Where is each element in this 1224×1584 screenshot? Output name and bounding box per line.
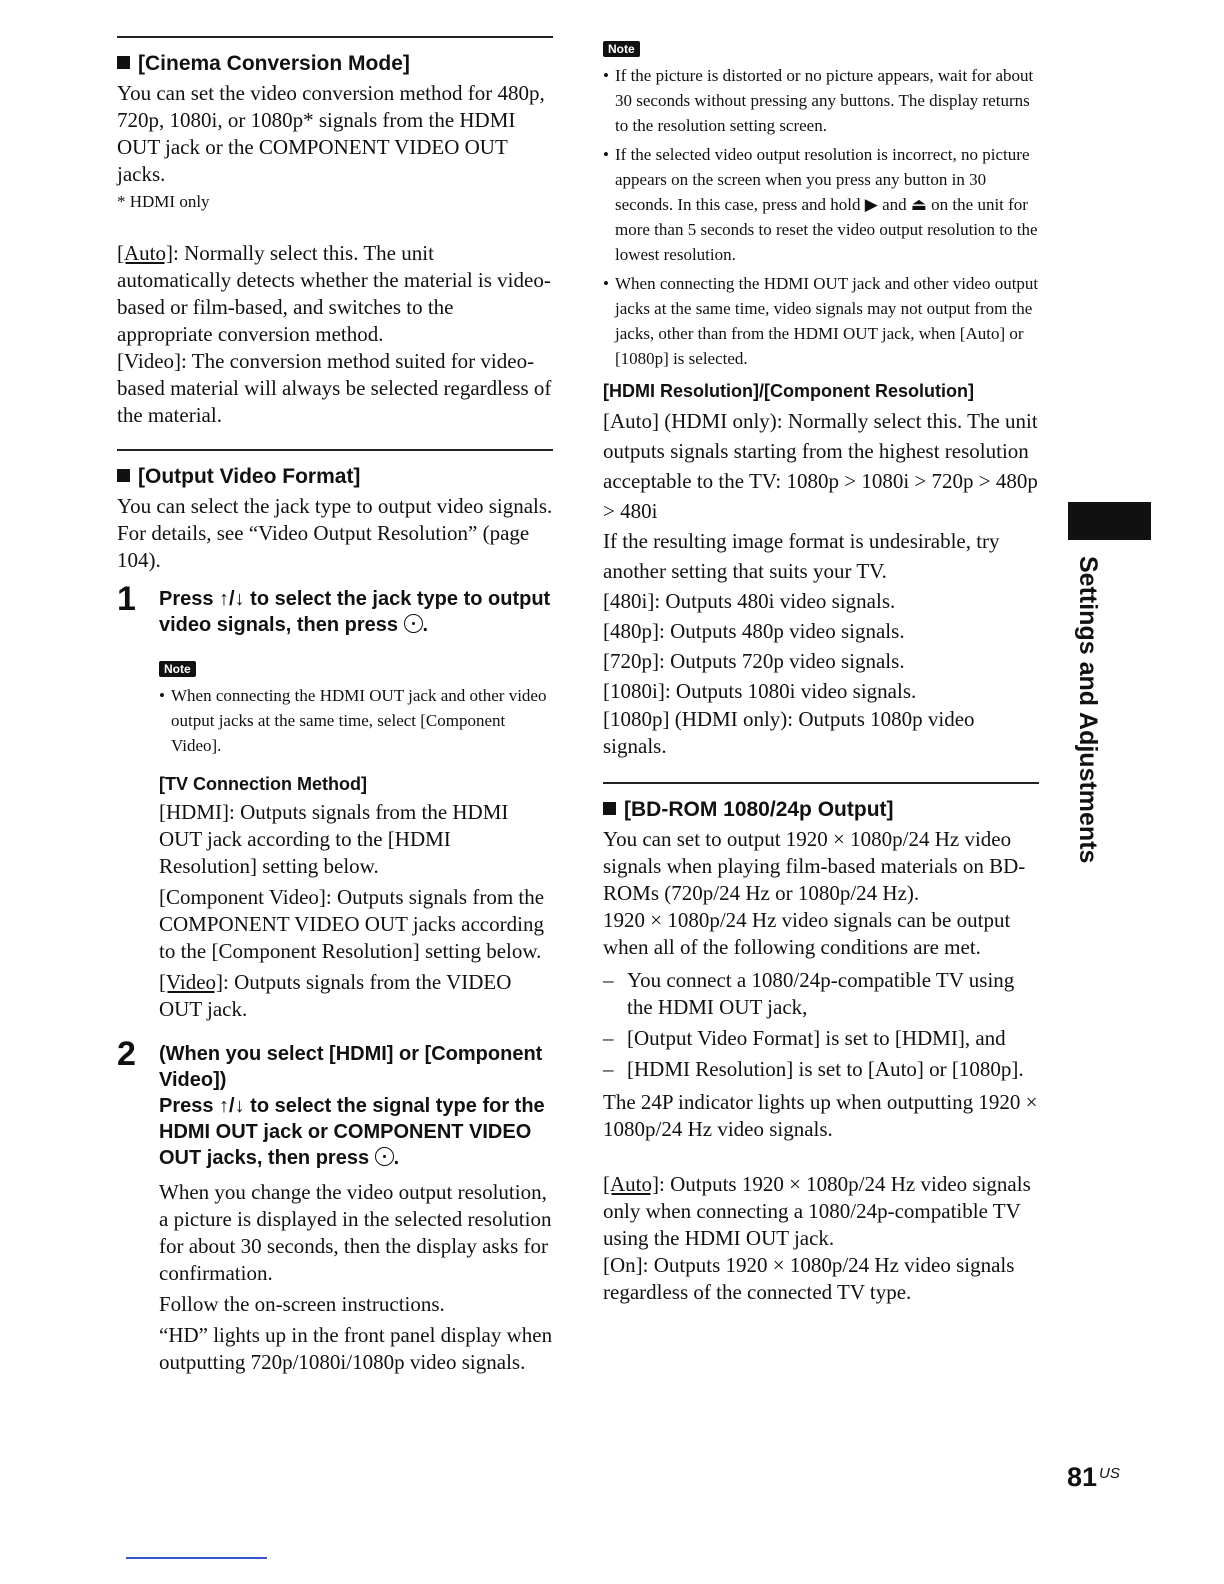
section-divider (117, 449, 553, 451)
section-divider (117, 36, 553, 38)
footer-line (126, 1557, 267, 1559)
step-1-text: Press ↑/↓ to select the jack type to output video signals, then press (159, 588, 551, 636)
note-list (603, 63, 1039, 371)
square-bullet-icon (117, 469, 130, 482)
auto-label: [Auto] (603, 1172, 659, 1196)
step-number: 2 (117, 1035, 136, 1073)
resolution-advice: If the resulting image format is undesirable, try another setting that suits your TV. (603, 529, 1000, 583)
resolution-720p: [720p]: Outputs 720p video signals. (603, 649, 905, 673)
resolution-1080p: [1080p] (HDMI only): Outputs 1080p video signals. (603, 707, 975, 758)
cinema-conversion-heading (117, 52, 553, 76)
condition-item: – [HDMI Resolution] is set to [Auto] or [1080p]. (603, 1056, 1039, 1083)
component-option: [Component Video]: Outputs signals from the COMPONENT VIDEO OUT jacks according to the [Component Resolution] setting below. (159, 885, 545, 963)
step-2-para-2: Follow the on-screen instructions. (159, 1292, 445, 1316)
condition-list (603, 967, 1039, 1083)
auto-label: [Auto] (117, 241, 173, 265)
resolution-auto: [Auto] (HDMI only): Normally select this. The unit outputs signals starting from the highest resolution acceptable to the TV: 1080p > 1080i > 720p > 480p > 480i (603, 409, 1038, 523)
side-section-label (1069, 556, 1109, 864)
bd-rom-output-heading (603, 798, 1039, 822)
cinema-heading-text: [Cinema Conversion Mode] (138, 52, 410, 75)
bd-body-1: You can set to output 1920 × 1080p/24 Hz video signals when playing film-based materials on BD-ROMs (720p/24 Hz or 1080p/24 Hz). (603, 827, 1026, 905)
condition-item: – [Output Video Format] is set to [HDMI], and (603, 1025, 1039, 1052)
note-list (159, 683, 553, 758)
tv-connection-method-heading: [TV Connection Method] (159, 774, 367, 794)
step-2-para-3: “HD” lights up in the front panel display when outputting 720p/1080i/1080p video signals. (159, 1323, 553, 1374)
step-2-condition: (When you select [HDMI] or [Component Video]) (159, 1043, 543, 1091)
cinema-video-option: [Video]: The conversion method suited for video-based material will always be selected regardless of the material. (117, 349, 552, 427)
cinema-body: You can set the video conversion method for 480p, 720p, 1080i, or 1080p* signals from the HDMI OUT jack or the COMPONENT VIDEO OUT jacks. (117, 81, 545, 186)
right-column (603, 40, 1039, 1306)
step-2-para-1: When you change the video output resolution, a picture is displayed in the selected resolution for about 30 seconds, then the display asks for confirmation. (159, 1180, 552, 1285)
page-number (1067, 1462, 1120, 1493)
bd-on-option: [On]: Outputs 1920 × 1080p/24 Hz video signals regardless of the connected TV type. (603, 1253, 1015, 1304)
video-option (159, 969, 553, 1023)
cinema-footnote: * HDMI only (117, 192, 210, 211)
note-item: • When connecting the HDMI OUT jack and other video output jacks at the same time, video signals may not output from the jacks, other than from the HDMI OUT jack, when [Auto] or [1080p] is selected. (603, 271, 1039, 371)
page-region-suffix: US (1099, 1465, 1120, 1482)
enter-button-icon (404, 614, 423, 633)
section-tab-marker (1068, 502, 1151, 540)
bd-heading-text: [BD-ROM 1080/24p Output] (624, 798, 894, 821)
video-label: [Video] (159, 970, 224, 994)
page-number-value: 81 (1067, 1462, 1098, 1492)
output-body: You can select the jack type to output video signals. For details, see “Video Output Resolution” (page 104). (117, 494, 553, 572)
note-badge: Note (159, 661, 196, 677)
enter-button-icon (375, 1147, 394, 1166)
note-item: • When connecting the HDMI OUT jack and other video output jacks at the same time, select [Component Video]. (159, 683, 553, 758)
output-heading-text: [Output Video Format] (138, 465, 361, 488)
video-text: : Outputs signals from the VIDEO OUT jack. (159, 970, 512, 1021)
bd-body-3: The 24P indicator lights up when outputting 1920 × 1080p/24 Hz video signals. (603, 1090, 1038, 1141)
section-divider (603, 782, 1039, 784)
square-bullet-icon (117, 56, 130, 69)
auto-text: : Outputs 1920 × 1080p/24 Hz video signals only when connecting a 1080/24p-compatible TV using the HDMI OUT jack. (603, 1172, 1031, 1250)
note-item: • If the picture is distorted or no picture appears, wait for about 30 seconds without pressing any buttons. The display returns to the resolution setting screen. (603, 63, 1039, 138)
step-1-instruction: Press ↑/↓ to select the jack type to output video signals, then press . (159, 588, 551, 636)
bd-body-2: 1920 × 1080p/24 Hz video signals can be output when all of the following conditions are met. (603, 908, 1011, 959)
step-1 (117, 580, 553, 1023)
square-bullet-icon (603, 802, 616, 815)
step-2-text: Press ↑/↓ to select the signal type for the HDMI OUT jack or COMPONENT VIDEO OUT jacks, then press (159, 1095, 545, 1169)
note-badge: Note (603, 41, 640, 57)
step-2 (117, 1035, 553, 1376)
resolution-1080i: [1080i]: Outputs 1080i video signals. (603, 679, 917, 703)
condition-item: – You connect a 1080/24p-compatible TV using the HDMI OUT jack, (603, 967, 1039, 1021)
left-column (117, 36, 553, 1380)
bd-auto-option (603, 1171, 1039, 1252)
auto-text: : Normally select this. The unit automatically detects whether the material is video-based or film-based, and switches to the appropriate conversion method. (117, 241, 551, 346)
side-label-text: Settings and Adjustments (1074, 556, 1102, 864)
step-2-instruction: Press ↑/↓ to select the signal type for the HDMI OUT jack or COMPONENT VIDEO OUT jacks, then press . (159, 1095, 545, 1169)
resolution-heading: [HDMI Resolution]/[Component Resolution] (603, 381, 974, 401)
output-video-format-heading (117, 465, 553, 489)
resolution-480p: [480p]: Outputs 480p video signals. (603, 619, 905, 643)
resolution-options (603, 406, 1039, 760)
note-item: • If the selected video output resolution is incorrect, no picture appears on the screen when you press any button in 30 seconds. In this case, press and hold ▶ and ⏏ on the unit for more than 5 seconds to reset the video output resolution to the lowest resolution. (603, 142, 1039, 267)
step-number: 1 (117, 580, 136, 618)
hdmi-option: [HDMI]: Outputs signals from the HDMI OUT jack according to the [HDMI Resolution] setting below. (159, 800, 509, 878)
resolution-480i: [480i]: Outputs 480i video signals. (603, 589, 896, 613)
cinema-auto-option (117, 240, 553, 348)
